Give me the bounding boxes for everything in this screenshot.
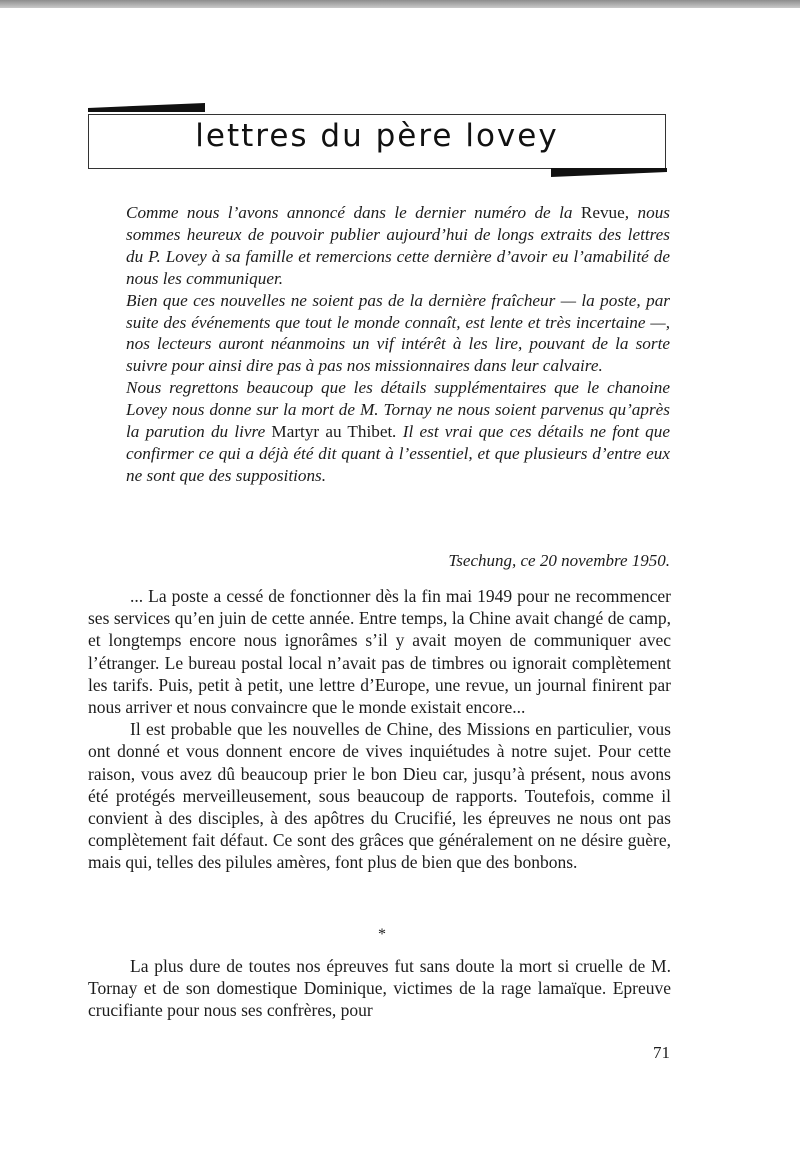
letter-paragraph-3: La plus dure de toutes nos épreuves fut sans doute la mort si cruelle de M. Tornay et de son domestique Dominique, victimes de la rage lamaïque. Epreuve crucifiante pour nous ses confrères, pour [88,956,671,1021]
title-decoration-bottom [551,168,667,177]
title-decoration-top [88,103,205,112]
intro-paragraph-3: Nous regrettons beaucoup que les détails supplémentaires que le chanoine Lovey nous donne sur la mort de M. Tornay ne nous soient parvenus qu’après la parution du livre Martyr au Thibet. Il est vrai que ces détails ne font que confirmer ce qui a déjà été dit quant à l’essentiel, et que plusieurs d’entre eux ne sont que des suppositions. [126,378,670,485]
letter-dateline: Tsechung, ce 20 novembre 1950. [448,551,670,570]
revue-word: Revue [580,203,625,222]
section-separator: * [378,926,386,943]
intro-paragraph-2: Bien que ces nouvelles ne soient pas de la dernière fraîcheur — la poste, par suite des événements que tout le monde connaît, est lente et très incertaine —, nos lecteurs auront néanmoins un vif intérêt à les lire, pouvant de la sorte suivre pour ainsi dire pas à pas nos missionnaires dans leur calvaire. [126,290,670,376]
page-number: 71 [653,1043,670,1062]
article-title: lettres du père lovey [195,118,559,154]
book-title: Martyr au Thibet [271,422,393,442]
letter-paragraph-2: Il est probable que les nouvelles de Chine, des Missions en particulier, vous ont donné et vous donnent encore de vives inquiétudes à notre sujet. Pour cette raison, vous avez dû beaucoup prier le bon Dieu car, jusqu’à présent, nous avons été protégés merveilleusement, sous beaucoup de rapports. Toutefois, comme il convient à des disciples, à des apôtres du Crucifié, les épreuves ne nous ont pas complètement fait défaut. Ce sont des grâces que généralement on ne désire guère, mais qui, telles des pilules amères, font plus de bien que des bonbons. [88,719,671,873]
letter-body-continued [88,955,671,1022]
intro-paragraph-1: Comme nous l’avons annoncé dans le dernier numéro de la Revue, nous sommes heureux de pouvoir publier aujourd’hui de longs extraits des lettres du P. Lovey à sa famille et remercions cette dernière d’avoir eu l’amabilité de nous les communiquer. [126,203,670,288]
letter-body [88,585,671,874]
page-top-edge [0,0,800,8]
letter-paragraph-1: ... La poste a cessé de fonctionner dès la fin mai 1949 pour ne recommencer ses services qu’en juin de cette année. Entre temps, la Chine avait changé de camp, et longtemps encore nous ignorâmes s’il y avait moyen de communiquer avec l’étranger. Le bureau postal local n’avait pas de timbres ou ignorait complètement les tarifs. Puis, petit à petit, une lettre d’Europe, une revue, un journal finirent par nous arriver et nous convaincre que le monde existait encore... [88,586,671,718]
editorial-intro [126,202,670,487]
